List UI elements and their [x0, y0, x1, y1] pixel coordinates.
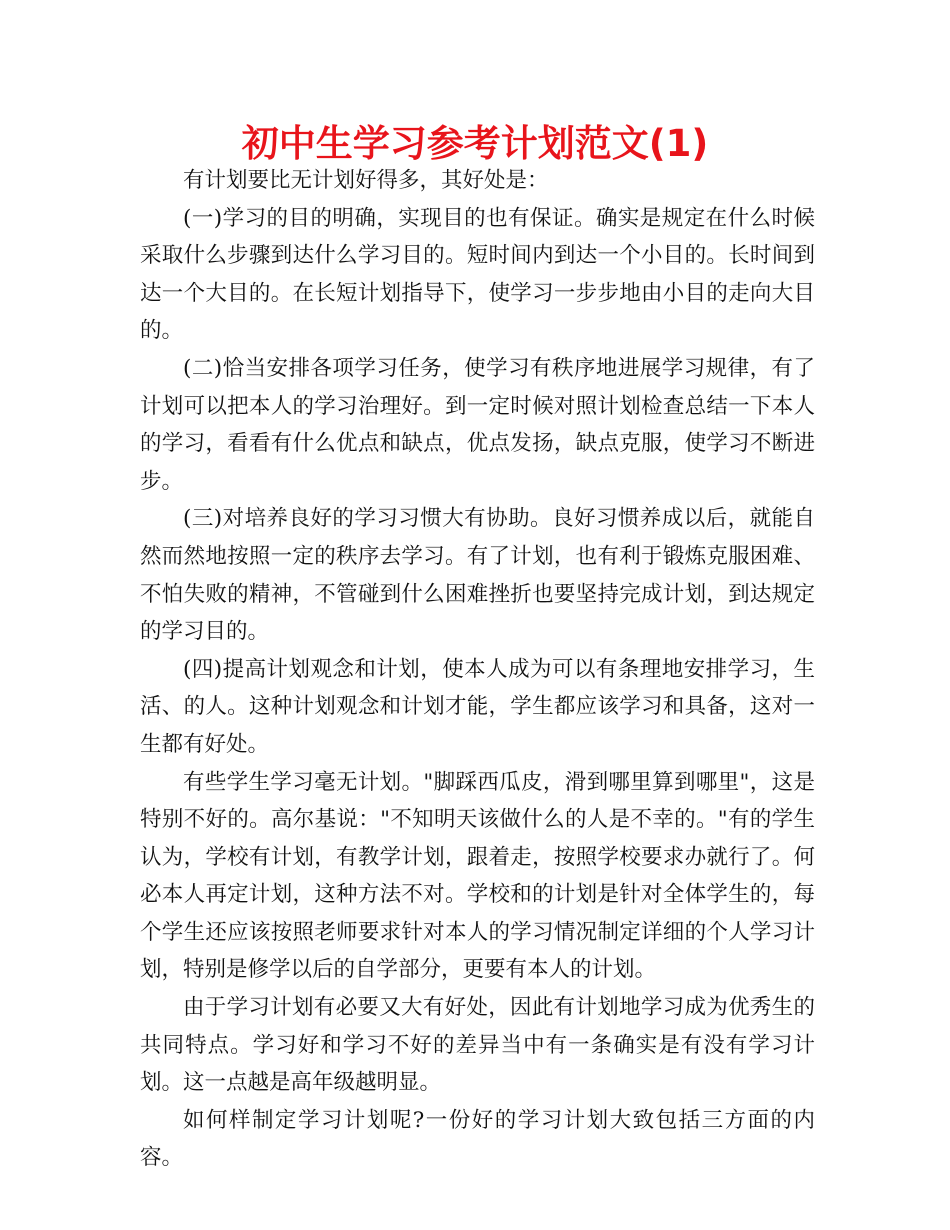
- paragraph-intro: 有计划要比无计划好得多，其好处是：: [183, 168, 549, 193]
- paragraph-point-1: (一)学习的目的明确，实现目的也有保证。确实是规定在什么时候采取什么步骤到达什么学习目的。短时间内到达一个小目的。长时间到达一个大目的。在长短计划指导下，使学习一步步地由小目的走向大目的。: [140, 205, 815, 344]
- paragraph-how-to: 如何样制定学习计划呢?一份好的学习计划大致包括三方面的内容。: [140, 1107, 815, 1171]
- document-body: [140, 162, 815, 1177]
- paragraph-point-3: (三)对培养良好的学习习惯大有协助。良好习惯养成以后，就能自然而然地按照一定的秩序去学习。有了计划，也有利于锻炼克服困难、不怕失败的精神，不管碰到什么困难挫折也要坚持完成计划，到达规定的学习目的。: [140, 506, 815, 645]
- paragraph-benefit: 由于学习计划有必要又大有好处，因此有计划地学习成为优秀生的共同特点。学习好和学习不好的差异当中有一条确实是有没有学习计划。这一点越是高年级越明显。: [140, 995, 815, 1096]
- paragraph-point-2: (二)恰当安排各项学习任务，使学习有秩序地进展学习规律，有了计划可以把本人的学习治理好。到一定时候对照计划检查总结一下本人的学习，看看有什么优点和缺点，优点发扬，缺点克服，使学习不断进步。: [140, 355, 815, 494]
- paragraph-no-plan: 有些学生学习毫无计划。"脚踩西瓜皮，滑到哪里算到哪里"，这是特别不好的。高尔基说："不知明天该做什么的人是不幸的。"有的学生认为，学校有计划，有教学计划，跟着走，按照学校要求办就行了。何必本人再定计划，这种方法不对。学校和的计划是针对全体学生的，每个学生还应该按照老师要求针对本人的学习情况制定详细的个人学习计划，特别是修学以后的自学部分，更要有本人的计划。: [140, 769, 815, 983]
- paragraph-point-4: (四)提高计划观念和计划，使本人成为可以有条理地安排学习，生活、的人。这种计划观念和计划才能，学生都应该学习和具备，这对一生都有好处。: [140, 656, 815, 757]
- document-title: 初中生学习参考计划范文(1): [241, 122, 709, 165]
